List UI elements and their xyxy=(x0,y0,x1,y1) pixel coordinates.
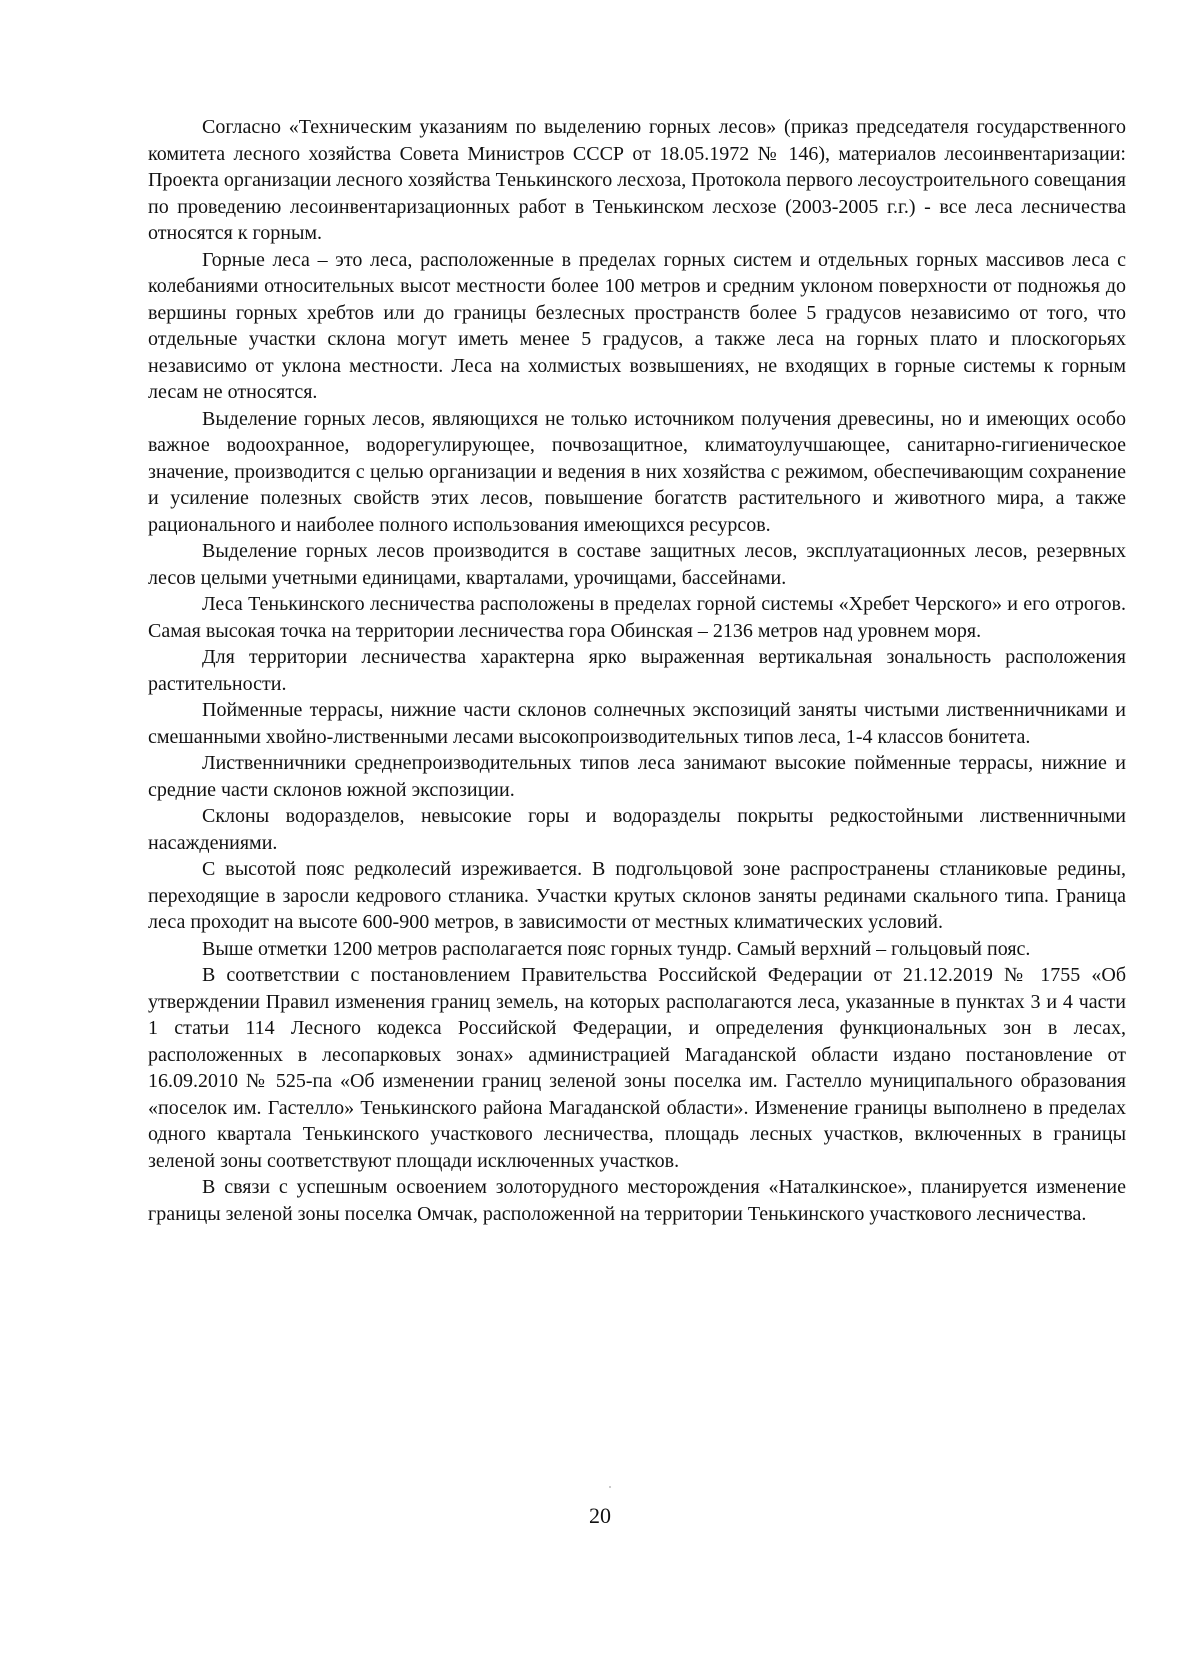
paragraph-mountain-forests-purpose: Выделение горных лесов, являющихся не только источником получения древесины, но и имеющих особо важное водоохранное, водорегулирующее, почвозащитное, климатоулучшающее, санитарно-гигиеническое значение, производится с целью организации и ведения в них хозяйства с режимом, обеспечивающим сохранение и усиление полезных свойств этих лесов, повышение богатств растительного и животного мира, а также рационального и наиболее полного использования имеющихся ресурсов. xyxy=(148,407,1126,536)
paragraph-green-zone-omchak: В связи с успешным освоением золоторудного месторождения «Наталкинское», планируется изменение границы зеленой зоны поселка Омчак, расположенной на территории Тенькинского участкового лесничества. xyxy=(148,1176,1126,1225)
paragraph-watershed-slopes: Склоны водоразделов, невысокие горы и водоразделы покрыты редкостойными лиственничными насаждениями. xyxy=(148,805,1126,854)
document-body xyxy=(148,114,1126,1227)
paragraph-vertical-zonality: Для территории лесничества характерна ярко выраженная вертикальная зональность расположения растительности. xyxy=(148,646,1126,695)
scan-speck xyxy=(609,1486,611,1488)
paragraph-mountain-forests-definition: Горные леса – это леса, расположенные в пределах горных систем и отдельных горных массивов леса с колебаниями относительных высот местности более 100 метров и средним уклоном поверхности от подножья до вершины горных хребтов или до границы безлесных пространств более 5 градусов независимо от того, что отдельные участки склона могут иметь менее 5 градусов, а также леса на горных плато и плоскогорьях независимо от уклона местности. Леса на холмистых возвышениях, не входящих в горные системы к горным лесам не относятся. xyxy=(148,248,1126,403)
paragraph-mountain-forests-allocation: Выделение горных лесов производится в составе защитных лесов, эксплуатационных лесов, резервных лесов целыми учетными единицами, кварталами, урочищами, бассейнами. xyxy=(148,540,1126,589)
paragraph-mountain-forests-instructions: Согласно «Техническим указаниям по выделению горных лесов» (приказ председателя государственного комитета лесного хозяйства Совета Министров СССР от 18.05.1972 № 146), материалов лесоинвентаризации: Проекта организации лесного хозяйства Тенькинского лесхоза, Протокола первого лесоустроительного совещания по проведению лесоинвентаризационных работ в Тенькинском лесхозе (2003-2005 г.г.) - все леса лесничества относятся к горным. xyxy=(148,116,1126,244)
page-number: 20 xyxy=(589,1503,611,1528)
paragraph-floodplain-terraces: Пойменные террасы, нижние части склонов солнечных экспозиций заняты чистыми лиственничниками и смешанными хвойно-лиственными лесами высокопроизводительных типов леса, 1-4 классов бонитета. xyxy=(148,699,1126,748)
paragraph-sparse-forest-belt: С высотой пояс редколесий изреживается. В подгольцовой зоне распространены стланиковые редины, переходящие в заросли кедрового стланика. Участки крутых склонов заняты рединами скального типа. Граница леса проходит на высоте 600-900 метров, в зависимости от местных климатических условий. xyxy=(148,858,1126,933)
paragraph-chersky-ridge: Леса Тенькинского лесничества расположены в пределах горной системы «Хребет Черского» и его отрогов. Самая высокая точка на территории лесничества гора Обинская – 2136 метров над уровнем моря. xyxy=(148,593,1126,642)
paragraph-mountain-tundra: Выше отметки 1200 метров располагается пояс горных тундр. Самый верхний – гольцовый пояс. xyxy=(202,937,1031,960)
paragraph-green-zone-gastello: В соответствии с постановлением Правительства Российской Федерации от 21.12.2019 № 1755 «Об утверждении Правил изменения границ земель, на которых располагаются леса, указанные в пунктах 3 и 4 части 1 статьи 114 Лесного кодекса Российской Федерации, и определения функциональных зон в лесах, расположенных в лесопарковых зонах» администрацией Магаданской области издано постановление от 16.09.2010 № 525-па «Об изменении границ зеленой зоны поселка им. Гастелло муниципального образования «поселок им. Гастелло» Тенькинского района Магаданской области». Изменение границы выполнено в пределах одного квартала Тенькинского участкового лесничества, площадь лесных участков, включенных в границы зеленой зоны соответствуют площади исключенных участков. xyxy=(148,964,1126,1172)
paragraph-larch-medium-productivity: Лиственничники среднепроизводительных типов леса занимают высокие пойменные террасы, нижние и средние части склонов южной экспозиции. xyxy=(148,752,1126,801)
